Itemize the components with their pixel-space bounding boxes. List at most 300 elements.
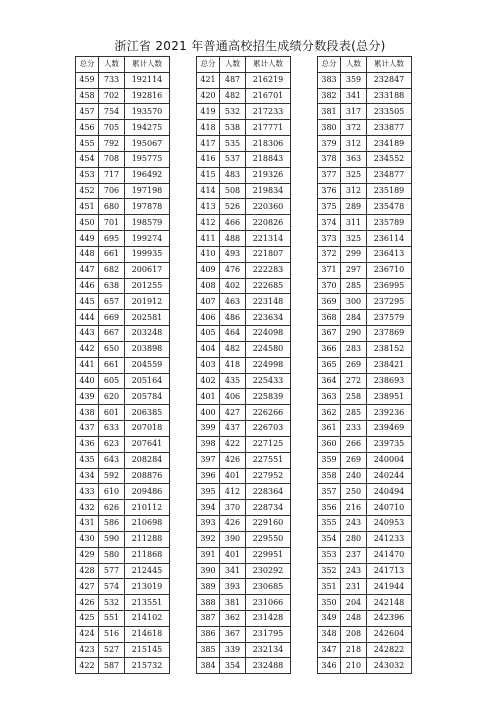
count-cell: 508: [220, 183, 246, 199]
count-cell: 526: [220, 199, 246, 215]
cumulative-cell: 195775: [125, 151, 170, 167]
table-row: [318, 436, 412, 452]
score-cell: 418: [197, 120, 220, 136]
table-row: [197, 104, 291, 120]
score-cell: 444: [76, 310, 99, 326]
score-cell: 434: [76, 468, 99, 484]
cumulative-cell: 240953: [367, 516, 412, 532]
cumulative-cell: 229550: [246, 531, 291, 547]
cumulative-cell: 211288: [125, 531, 170, 547]
cumulative-cell: 227551: [246, 452, 291, 468]
cumulative-cell: 235189: [367, 183, 412, 199]
cumulative-cell: 242396: [367, 610, 412, 626]
table-row: [318, 516, 412, 532]
cumulative-cell: 218306: [246, 136, 291, 152]
score-cell: 411: [197, 231, 220, 247]
table-row: [197, 120, 291, 136]
table-row: [197, 389, 291, 405]
count-cell: 367: [220, 626, 246, 642]
count-cell: 418: [220, 357, 246, 373]
count-cell: 754: [99, 104, 125, 120]
cumulative-cell: 201255: [125, 278, 170, 294]
table-row: [76, 484, 170, 500]
score-cell: 348: [318, 626, 341, 642]
count-cell: 426: [220, 516, 246, 532]
count-cell: 483: [220, 167, 246, 183]
cumulative-cell: 227125: [246, 436, 291, 452]
score-cell: 390: [197, 563, 220, 579]
table-row: [76, 294, 170, 310]
count-cell: 401: [220, 468, 246, 484]
table-row: [318, 136, 412, 152]
count-cell: 592: [99, 468, 125, 484]
cumulative-cell: 241470: [367, 547, 412, 563]
table-row: [197, 88, 291, 104]
score-cell: 402: [197, 373, 220, 389]
count-cell: 250: [341, 484, 367, 500]
header-cumulative: 累计人数: [367, 57, 412, 73]
count-cell: 682: [99, 262, 125, 278]
score-cell: 355: [318, 516, 341, 532]
cumulative-cell: 239735: [367, 436, 412, 452]
count-cell: 435: [220, 373, 246, 389]
count-cell: 538: [220, 120, 246, 136]
cumulative-cell: 233877: [367, 120, 412, 136]
count-cell: 269: [341, 452, 367, 468]
table-row: [76, 183, 170, 199]
header-cumulative: 累计人数: [246, 57, 291, 73]
score-cell: 454: [76, 151, 99, 167]
table-row: [197, 278, 291, 294]
count-cell: 272: [341, 373, 367, 389]
cumulative-cell: 234189: [367, 136, 412, 152]
table-row: [197, 421, 291, 437]
table-row: [76, 246, 170, 262]
table-row: [318, 452, 412, 468]
count-cell: 590: [99, 531, 125, 547]
table-row: [76, 215, 170, 231]
count-cell: 289: [341, 199, 367, 215]
count-cell: 482: [220, 88, 246, 104]
count-cell: 297: [341, 262, 367, 278]
table-row: [197, 310, 291, 326]
header-row: [76, 57, 170, 73]
table-row: [197, 373, 291, 389]
cumulative-cell: 216701: [246, 88, 291, 104]
score-cell: 353: [318, 547, 341, 563]
score-cell: 382: [318, 88, 341, 104]
score-cell: 410: [197, 246, 220, 262]
count-cell: 401: [220, 547, 246, 563]
table-row: [76, 357, 170, 373]
count-cell: 493: [220, 246, 246, 262]
cumulative-cell: 210112: [125, 500, 170, 516]
cumulative-cell: 240004: [367, 452, 412, 468]
score-cell: 377: [318, 167, 341, 183]
table-row: [318, 373, 412, 389]
table-row: [197, 468, 291, 484]
score-cell: 427: [76, 579, 99, 595]
cumulative-cell: 210698: [125, 516, 170, 532]
table-row: [318, 547, 412, 563]
score-cell: 398: [197, 436, 220, 452]
cumulative-cell: 220360: [246, 199, 291, 215]
table-row: [197, 531, 291, 547]
table-row: [318, 500, 412, 516]
table-row: [76, 389, 170, 405]
count-cell: 204: [341, 595, 367, 611]
table-row: [76, 72, 170, 88]
count-cell: 243: [341, 516, 367, 532]
cumulative-cell: 212445: [125, 563, 170, 579]
table-row: [76, 468, 170, 484]
count-cell: 311: [341, 215, 367, 231]
count-cell: 610: [99, 484, 125, 500]
cumulative-cell: 228364: [246, 484, 291, 500]
score-cell: 450: [76, 215, 99, 231]
score-cell: 457: [76, 104, 99, 120]
cumulative-cell: 221314: [246, 231, 291, 247]
count-cell: 701: [99, 215, 125, 231]
cumulative-cell: 239236: [367, 405, 412, 421]
cumulative-cell: 231795: [246, 626, 291, 642]
cumulative-cell: 238693: [367, 373, 412, 389]
count-cell: 605: [99, 373, 125, 389]
count-cell: 233: [341, 421, 367, 437]
table-row: [318, 405, 412, 421]
score-cell: 371: [318, 262, 341, 278]
cumulative-cell: 203898: [125, 341, 170, 357]
count-cell: 620: [99, 389, 125, 405]
score-cell: 356: [318, 500, 341, 516]
cumulative-cell: 199935: [125, 246, 170, 262]
count-cell: 532: [99, 595, 125, 611]
count-cell: 402: [220, 278, 246, 294]
cumulative-cell: 229160: [246, 516, 291, 532]
cumulative-cell: 217771: [246, 120, 291, 136]
cumulative-cell: 232134: [246, 642, 291, 658]
score-cell: 352: [318, 563, 341, 579]
cumulative-cell: 229951: [246, 547, 291, 563]
count-cell: 587: [99, 658, 125, 674]
table-row: [76, 547, 170, 563]
table-row: [76, 405, 170, 421]
count-cell: 535: [220, 136, 246, 152]
score-cell: 375: [318, 199, 341, 215]
count-cell: 427: [220, 405, 246, 421]
score-cell: 442: [76, 341, 99, 357]
table-row: [76, 500, 170, 516]
count-cell: 299: [341, 246, 367, 262]
cumulative-cell: 214102: [125, 610, 170, 626]
table-row: [76, 436, 170, 452]
count-cell: 702: [99, 88, 125, 104]
table-row: [197, 405, 291, 421]
score-cell: 448: [76, 246, 99, 262]
cumulative-cell: 242604: [367, 626, 412, 642]
score-cell: 346: [318, 658, 341, 674]
cumulative-cell: 231066: [246, 595, 291, 611]
table-row: [197, 484, 291, 500]
table-row: [76, 595, 170, 611]
score-cell: 438: [76, 405, 99, 421]
header-row: [318, 57, 412, 73]
table-row: [197, 563, 291, 579]
cumulative-cell: 224580: [246, 341, 291, 357]
count-cell: 482: [220, 341, 246, 357]
table-row: [197, 357, 291, 373]
count-cell: 638: [99, 278, 125, 294]
table-row: [318, 183, 412, 199]
table-row: [318, 326, 412, 342]
score-cell: 415: [197, 167, 220, 183]
table-row: [318, 246, 412, 262]
score-cell: 419: [197, 104, 220, 120]
table-row: [318, 310, 412, 326]
count-cell: 669: [99, 310, 125, 326]
count-cell: 390: [220, 531, 246, 547]
table-row: [197, 626, 291, 642]
table-row: [76, 563, 170, 579]
score-cell: 440: [76, 373, 99, 389]
cumulative-cell: 201912: [125, 294, 170, 310]
cumulative-cell: 211868: [125, 547, 170, 563]
table-row: [318, 215, 412, 231]
score-cell: 424: [76, 626, 99, 642]
score-cell: 405: [197, 326, 220, 342]
score-cell: 387: [197, 610, 220, 626]
score-cell: 374: [318, 215, 341, 231]
table-row: [318, 468, 412, 484]
count-cell: 695: [99, 231, 125, 247]
table-row: [318, 88, 412, 104]
score-cell: 426: [76, 595, 99, 611]
score-cell: 406: [197, 310, 220, 326]
count-cell: 210: [341, 658, 367, 674]
score-cell: 350: [318, 595, 341, 611]
table-row: [318, 278, 412, 294]
score-cell: 376: [318, 183, 341, 199]
score-cell: 409: [197, 262, 220, 278]
count-cell: 633: [99, 421, 125, 437]
cumulative-cell: 214618: [125, 626, 170, 642]
table-row: [318, 563, 412, 579]
count-cell: 283: [341, 341, 367, 357]
table-row: [76, 579, 170, 595]
score-cell: 370: [318, 278, 341, 294]
score-cell: 385: [197, 642, 220, 658]
score-cell: 360: [318, 436, 341, 452]
count-cell: 393: [220, 579, 246, 595]
score-cell: 437: [76, 421, 99, 437]
count-cell: 426: [220, 452, 246, 468]
cumulative-cell: 222283: [246, 262, 291, 278]
table-row: [76, 88, 170, 104]
table-row: [318, 610, 412, 626]
cumulative-cell: 198579: [125, 215, 170, 231]
table-row: [318, 531, 412, 547]
count-cell: 290: [341, 326, 367, 342]
score-table-2: [196, 56, 291, 674]
score-cell: 394: [197, 500, 220, 516]
count-cell: 280: [341, 531, 367, 547]
cumulative-cell: 235478: [367, 199, 412, 215]
score-cell: 364: [318, 373, 341, 389]
cumulative-cell: 223634: [246, 310, 291, 326]
cumulative-cell: 241944: [367, 579, 412, 595]
count-cell: 285: [341, 278, 367, 294]
score-cell: 414: [197, 183, 220, 199]
count-cell: 208: [341, 626, 367, 642]
score-cell: 393: [197, 516, 220, 532]
table-row: [76, 199, 170, 215]
table-row: [76, 151, 170, 167]
cumulative-cell: 226266: [246, 405, 291, 421]
score-cell: 420: [197, 88, 220, 104]
cumulative-cell: 207018: [125, 421, 170, 437]
count-cell: 661: [99, 357, 125, 373]
count-cell: 650: [99, 341, 125, 357]
score-cell: 436: [76, 436, 99, 452]
score-cell: 459: [76, 72, 99, 88]
score-cell: 453: [76, 167, 99, 183]
cumulative-cell: 225839: [246, 389, 291, 405]
table-row: [197, 610, 291, 626]
cumulative-cell: 220826: [246, 215, 291, 231]
count-cell: 300: [341, 294, 367, 310]
cumulative-cell: 206385: [125, 405, 170, 421]
table-row: [76, 373, 170, 389]
table-row: [318, 357, 412, 373]
table-row: [197, 231, 291, 247]
cumulative-cell: 237579: [367, 310, 412, 326]
table-row: [318, 658, 412, 674]
score-cell: 408: [197, 278, 220, 294]
count-cell: 312: [341, 183, 367, 199]
header-cumulative: 累计人数: [125, 57, 170, 73]
score-cell: 392: [197, 531, 220, 547]
count-cell: 487: [220, 72, 246, 88]
cumulative-cell: 199274: [125, 231, 170, 247]
count-cell: 463: [220, 294, 246, 310]
count-cell: 354: [220, 658, 246, 674]
score-cell: 445: [76, 294, 99, 310]
cumulative-cell: 230685: [246, 579, 291, 595]
header-count: 人数: [341, 57, 367, 73]
table-row: [197, 262, 291, 278]
score-cell: 399: [197, 421, 220, 437]
table-row: [318, 167, 412, 183]
cumulative-cell: 215145: [125, 642, 170, 658]
table-row: [318, 120, 412, 136]
score-cell: 358: [318, 468, 341, 484]
score-cell: 378: [318, 151, 341, 167]
cumulative-cell: 208876: [125, 468, 170, 484]
count-cell: 486: [220, 310, 246, 326]
cumulative-cell: 239469: [367, 421, 412, 437]
score-cell: 391: [197, 547, 220, 563]
count-cell: 680: [99, 199, 125, 215]
count-cell: 574: [99, 579, 125, 595]
score-cell: 430: [76, 531, 99, 547]
count-cell: 325: [341, 231, 367, 247]
count-cell: 733: [99, 72, 125, 88]
count-cell: 580: [99, 547, 125, 563]
count-cell: 370: [220, 500, 246, 516]
count-cell: 240: [341, 468, 367, 484]
table-row: [318, 389, 412, 405]
cumulative-cell: 219326: [246, 167, 291, 183]
cumulative-cell: 234877: [367, 167, 412, 183]
count-cell: 266: [341, 436, 367, 452]
score-cell: 357: [318, 484, 341, 500]
score-cell: 389: [197, 579, 220, 595]
count-cell: 362: [220, 610, 246, 626]
score-cell: 423: [76, 642, 99, 658]
cumulative-cell: 213019: [125, 579, 170, 595]
cumulative-cell: 203248: [125, 326, 170, 342]
table-row: [197, 167, 291, 183]
cumulative-cell: 236710: [367, 262, 412, 278]
table-row: [197, 642, 291, 658]
count-cell: 422: [220, 436, 246, 452]
count-cell: 216: [341, 500, 367, 516]
header-score: 总分: [318, 57, 341, 73]
score-cell: 384: [197, 658, 220, 674]
score-cell: 455: [76, 136, 99, 152]
cumulative-cell: 215732: [125, 658, 170, 674]
score-cell: 367: [318, 326, 341, 342]
score-cell: 349: [318, 610, 341, 626]
score-cell: 359: [318, 452, 341, 468]
count-cell: 532: [220, 104, 246, 120]
cumulative-cell: 204559: [125, 357, 170, 373]
cumulative-cell: 225433: [246, 373, 291, 389]
table-row: [197, 294, 291, 310]
count-cell: 381: [220, 595, 246, 611]
count-cell: 527: [99, 642, 125, 658]
score-cell: 383: [318, 72, 341, 88]
score-cell: 413: [197, 199, 220, 215]
count-cell: 325: [341, 167, 367, 183]
table-row: [197, 246, 291, 262]
score-cell: 363: [318, 389, 341, 405]
score-cell: 432: [76, 500, 99, 516]
cumulative-cell: 224098: [246, 326, 291, 342]
score-cell: 456: [76, 120, 99, 136]
count-cell: 372: [341, 120, 367, 136]
table-row: [197, 326, 291, 342]
count-cell: 551: [99, 610, 125, 626]
score-cell: 365: [318, 357, 341, 373]
cumulative-cell: 241713: [367, 563, 412, 579]
score-cell: 362: [318, 405, 341, 421]
score-cell: 451: [76, 199, 99, 215]
table-row: [76, 421, 170, 437]
score-cell: 381: [318, 104, 341, 120]
cumulative-cell: 219834: [246, 183, 291, 199]
score-cell: 446: [76, 278, 99, 294]
table-row: [197, 72, 291, 88]
score-cell: 452: [76, 183, 99, 199]
table-row: [318, 579, 412, 595]
score-cell: 380: [318, 120, 341, 136]
score-cell: 369: [318, 294, 341, 310]
score-cell: 441: [76, 357, 99, 373]
table-row: [76, 120, 170, 136]
score-cell: 421: [197, 72, 220, 88]
score-cell: 428: [76, 563, 99, 579]
